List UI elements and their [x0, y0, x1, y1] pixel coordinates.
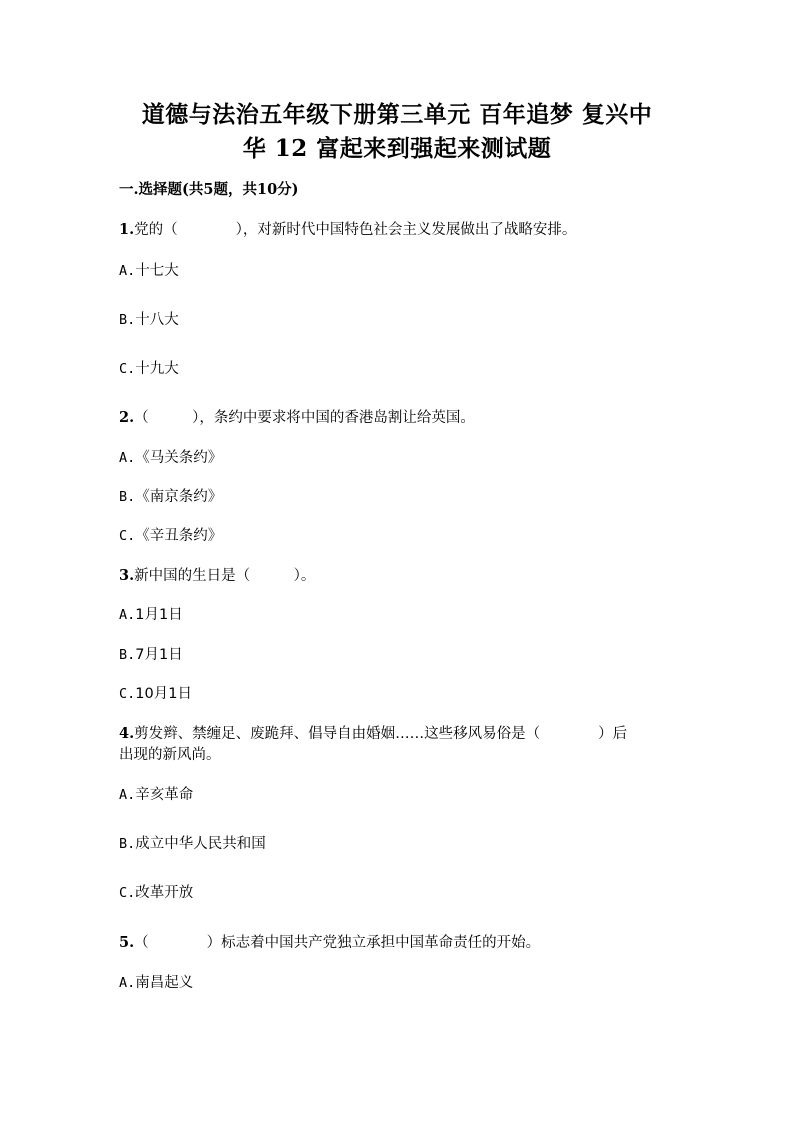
question-1-option-b — [119, 308, 179, 329]
option-letter: B. — [119, 647, 136, 663]
question-5-option-a — [119, 971, 193, 992]
question-4-option-c — [119, 881, 193, 902]
question-1-option-a — [119, 259, 179, 280]
option-text: 《辛丑条约》 — [135, 528, 223, 544]
question-text-line-2: 出现的新风尚。 — [119, 747, 221, 763]
option-text: 《南京条约》 — [135, 489, 223, 505]
option-text: 十七大 — [135, 263, 179, 279]
question-2-option-c — [119, 524, 222, 545]
option-letter: B. — [119, 836, 136, 852]
option-text: 《马关条约》 — [135, 450, 223, 466]
option-text: 十八大 — [135, 312, 179, 328]
option-text: 南昌起义 — [135, 975, 194, 991]
option-text: 7月1日 — [135, 647, 183, 663]
question-number: 3. — [119, 567, 135, 584]
question-3-option-b — [119, 643, 183, 664]
option-text: 成立中华人民共和国 — [135, 836, 266, 852]
option-text: 1月1日 — [135, 607, 183, 623]
option-letter: B. — [119, 312, 136, 328]
question-1 — [119, 218, 576, 239]
question-number: 1. — [119, 221, 135, 238]
question-4-option-a — [119, 783, 193, 804]
question-number: 4. — [119, 725, 135, 742]
document-title-line-2: 华 12 富起来到强起来测试题 — [242, 135, 552, 162]
question-5 — [119, 931, 540, 952]
option-text: 改革开放 — [135, 885, 194, 901]
option-text: 辛亥革命 — [135, 787, 194, 803]
question-number: 5. — [119, 934, 135, 951]
option-letter: A. — [119, 263, 136, 279]
option-letter: C. — [119, 885, 136, 901]
question-number: 2. — [119, 409, 135, 426]
option-text: 10月1日 — [135, 686, 192, 702]
question-text-line-1: 剪发辫、禁缠足、废跪拜、倡导自由婚姻……这些移风易俗是（ ）后 — [134, 726, 628, 742]
document-title-line-1: 道德与法治五年级下册第三单元 百年追梦 复兴中 — [141, 101, 653, 128]
option-letter: A. — [119, 607, 136, 623]
question-text: （ ），条约中要求将中国的香港岛割让给英国。 — [134, 410, 475, 426]
question-3 — [119, 564, 315, 585]
option-letter: C. — [119, 361, 136, 377]
option-letter: C. — [119, 686, 136, 702]
question-3-option-a — [119, 603, 183, 624]
question-1-option-c — [119, 357, 179, 378]
option-letter: A. — [119, 787, 136, 803]
question-2-option-a — [119, 446, 222, 467]
question-3-option-c — [119, 682, 192, 703]
option-letter: A. — [119, 975, 136, 991]
option-text: 十九大 — [135, 361, 179, 377]
option-letter: A. — [119, 450, 136, 466]
question-2-option-b — [119, 485, 222, 506]
option-letter: C. — [119, 528, 136, 544]
question-text: 新中国的生日是（ ）。 — [134, 568, 316, 584]
question-text: （ ）标志着中国共产党独立承担中国革命责任的开始。 — [134, 935, 541, 951]
option-letter: B. — [119, 489, 136, 505]
question-text: 党的（ ），对新时代中国特色社会主义发展做出了战略安排。 — [134, 222, 577, 238]
question-2 — [119, 406, 475, 427]
question-4 — [119, 722, 627, 743]
question-4-continuation — [119, 743, 221, 764]
section-heading: 一.选择题(共5题，共10分) — [119, 181, 299, 198]
question-4-option-b — [119, 832, 266, 853]
